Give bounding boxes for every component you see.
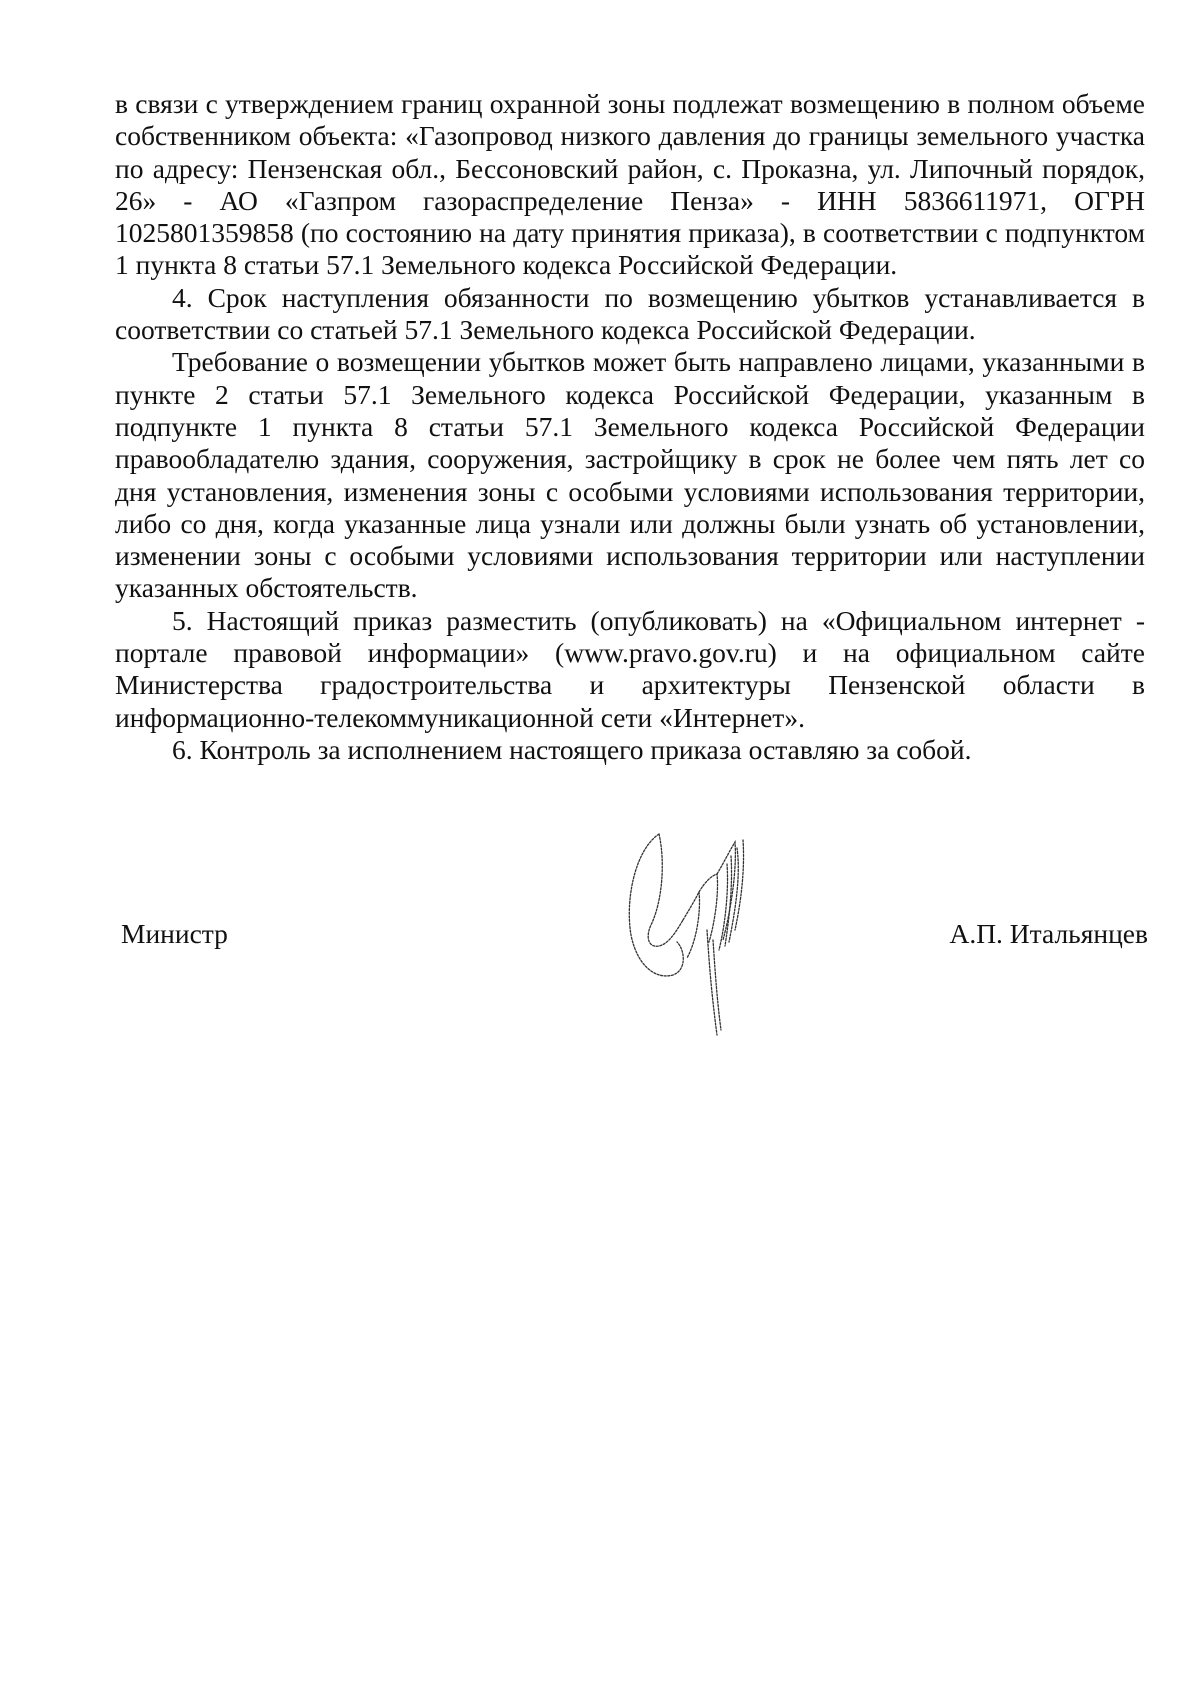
paragraph-item-4: 4. Срок наступления обязанности по возмещению убытков устанавливается в соответствии со статьей 57.1 Земельного кодекса Российской Федерации. bbox=[115, 281, 1145, 346]
paragraph-compensation-owner: в связи с утверждением границ охранной зоны подлежат возмещению в полном объеме собственником объекта: «Газопровод низкого давления до границы земельного участка по адресу: Пензенская обл., Бессоновский район, с. Проказна, ул. Липочный порядок, 26» - АО «Газпром газораспределение Пенза» - ИНН 5836611971, ОГРН 1025801359858 (по состоянию на дату принятия приказа), в соответствии с подпунктом 1 пункта 8 статьи 57.1 Земельного кодекса Российской Федерации. bbox=[115, 88, 1145, 281]
signer-name: А.П. Итальянцев bbox=[949, 918, 1148, 949]
signature-block bbox=[0, 820, 1200, 1040]
paragraph-compensation-claim: Требование о возмещении убытков может быть направлено лицами, указанными в пункте 2 статьи 57.1 Земельного кодекса Российской Федерации, указанным в подпункте 1 пункта 8 статьи 57.1 Земельного кодекса Российской Федерации правообладателю здания, сооружения, застройщику в срок не более чем пять лет со дня установления, изменения зоны с особыми условиями использования территории, либо со дня, когда указанные лица узнали или должны были узнать об установлении, изменении зоны с особыми условиями использования территории или наступлении указанных обстоятельств. bbox=[115, 346, 1145, 604]
handwritten-signature-icon bbox=[625, 830, 775, 1040]
document-body bbox=[115, 88, 1145, 766]
paragraph-item-6: 6. Контроль за исполнением настоящего приказа оставляю за собой. bbox=[172, 733, 972, 765]
signer-position: Министр bbox=[121, 918, 228, 949]
paragraph-item-5: 5. Настоящий приказ разместить (опубликовать) на «Официальном интернет - портале правовой информации» (www.pravo.gov.ru) и на официальном сайте Министерства градостроительства и архитектуры Пензенской области в информационно-телекоммуникационной сети «Интернет». bbox=[115, 604, 1145, 733]
